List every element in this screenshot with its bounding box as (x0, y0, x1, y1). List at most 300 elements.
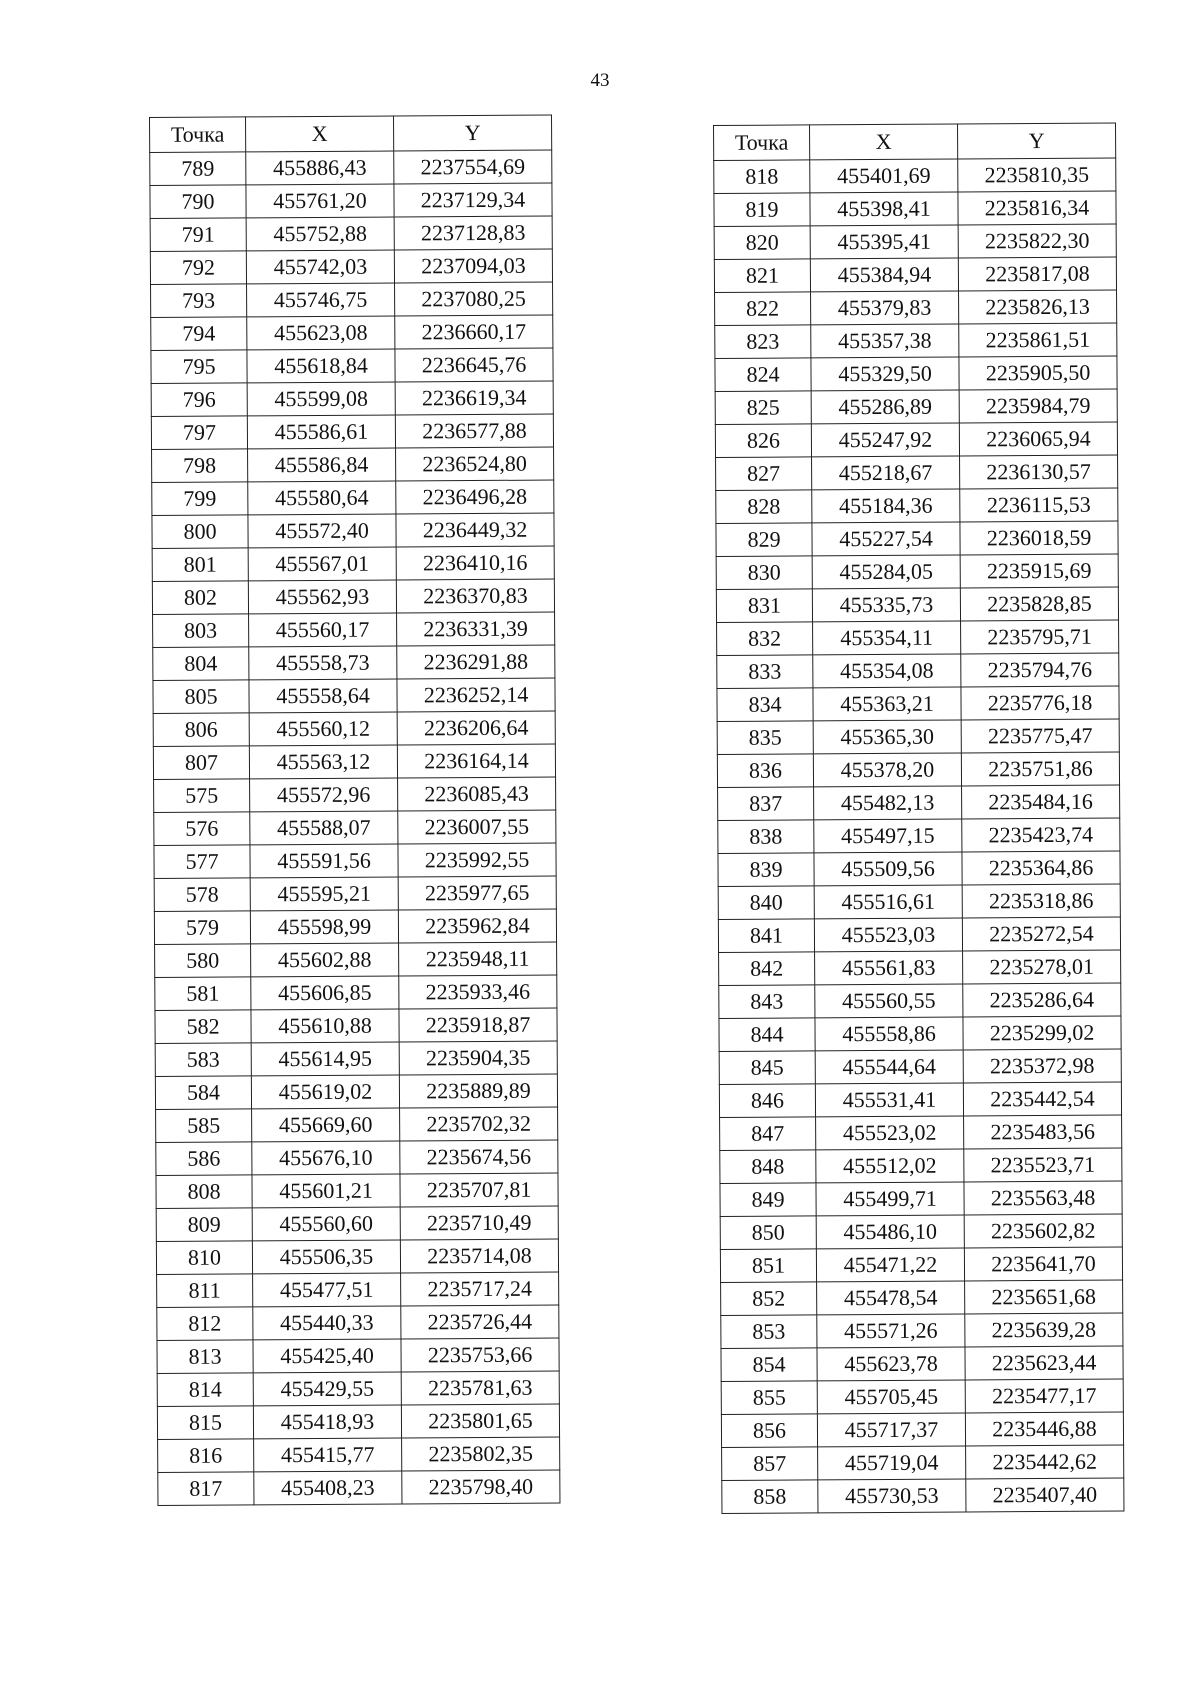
x-coordinate-cell: 455560,60 (252, 1207, 400, 1241)
table-row (715, 323, 1117, 358)
point-number-cell: 855 (721, 1381, 817, 1415)
x-coordinate-cell: 455562,93 (248, 580, 396, 614)
y-coordinate-cell: 2236291,88 (397, 645, 555, 679)
table-row (155, 975, 557, 1010)
point-number-cell: 842 (719, 952, 815, 986)
y-coordinate-cell: 2235442,62 (966, 1445, 1124, 1479)
y-coordinate-cell: 2235446,88 (965, 1412, 1123, 1446)
table-row (714, 224, 1116, 259)
y-coordinate-cell: 2235810,35 (958, 158, 1116, 192)
y-coordinate-cell: 2235992,55 (398, 843, 556, 877)
x-coordinate-cell: 455669,60 (252, 1108, 400, 1142)
y-coordinate-cell: 2235563,48 (964, 1181, 1122, 1215)
x-coordinate-cell: 455357,38 (811, 324, 959, 358)
point-number-cell: 814 (157, 1373, 253, 1407)
x-coordinate-cell: 455440,33 (253, 1306, 401, 1340)
point-number-cell: 852 (721, 1282, 817, 1316)
table-row (721, 1379, 1123, 1414)
y-coordinate-cell: 2235781,63 (401, 1371, 559, 1405)
point-number-cell: 794 (151, 317, 247, 351)
point-number-cell: 579 (154, 911, 250, 945)
table-row (719, 1082, 1121, 1117)
x-coordinate-cell: 455602,88 (251, 943, 399, 977)
table-row (153, 744, 555, 779)
x-coordinate-cell: 455563,12 (249, 745, 397, 779)
point-number-cell: 820 (714, 226, 810, 260)
y-coordinate-cell: 2235423,74 (962, 818, 1120, 852)
point-number-cell: 800 (152, 515, 248, 549)
x-coordinate-cell: 455482,13 (814, 786, 962, 820)
column-header-x: X (810, 124, 958, 160)
x-coordinate-cell: 455398,41 (810, 192, 958, 226)
table-row (153, 612, 555, 647)
point-number-cell: 850 (720, 1216, 816, 1250)
point-number-cell: 793 (151, 284, 247, 318)
y-coordinate-cell: 2235483,56 (964, 1115, 1122, 1149)
point-number-cell: 807 (153, 746, 249, 780)
x-coordinate-cell: 455580,64 (248, 481, 396, 515)
table-row (151, 348, 553, 383)
table-row (717, 752, 1119, 787)
x-coordinate-cell: 455531,41 (815, 1083, 963, 1117)
x-coordinate-cell: 455572,40 (248, 514, 396, 548)
y-coordinate-cell: 2235286,64 (963, 983, 1121, 1017)
y-coordinate-cell: 2235299,02 (963, 1016, 1121, 1050)
x-coordinate-cell: 455506,35 (252, 1240, 400, 1274)
y-coordinate-cell: 2235822,30 (958, 224, 1116, 258)
table-row (154, 876, 556, 911)
point-number-cell: 848 (720, 1150, 816, 1184)
y-coordinate-cell: 2236410,16 (396, 546, 554, 580)
x-coordinate-cell: 455761,20 (246, 184, 394, 218)
y-coordinate-cell: 2235641,70 (964, 1247, 1122, 1281)
table-row (154, 810, 556, 845)
table-header-row (714, 123, 1116, 160)
x-coordinate-cell: 455561,83 (815, 951, 963, 985)
x-coordinate-cell: 455705,45 (817, 1380, 965, 1414)
point-number-cell: 816 (158, 1439, 254, 1473)
point-number-cell: 839 (718, 853, 814, 887)
y-coordinate-cell: 2237554,69 (394, 150, 552, 184)
column-header-y: Y (393, 115, 551, 151)
x-coordinate-cell: 455523,02 (816, 1116, 964, 1150)
table-row (155, 1041, 557, 1076)
y-coordinate-cell: 2236130,57 (960, 455, 1118, 489)
point-number-cell: 798 (152, 449, 248, 483)
y-coordinate-cell: 2235674,56 (400, 1140, 558, 1174)
x-coordinate-cell: 455378,20 (813, 753, 961, 787)
point-number-cell: 802 (152, 581, 248, 615)
table-row (150, 216, 552, 251)
table-row (154, 909, 556, 944)
table-row (721, 1313, 1123, 1348)
table-row (718, 884, 1120, 919)
y-coordinate-cell: 2235828,85 (960, 587, 1118, 621)
point-number-cell: 831 (716, 589, 812, 623)
x-coordinate-cell: 455558,64 (249, 679, 397, 713)
y-coordinate-cell: 2235795,71 (961, 620, 1119, 654)
x-coordinate-cell: 455365,30 (813, 720, 961, 754)
x-coordinate-cell: 455599,08 (247, 382, 395, 416)
x-coordinate-cell: 455560,55 (815, 984, 963, 1018)
x-coordinate-cell: 455558,73 (249, 646, 397, 680)
point-number-cell: 840 (718, 886, 814, 920)
point-number-cell: 810 (156, 1241, 252, 1275)
x-coordinate-cell: 455623,08 (247, 316, 395, 350)
table-row (157, 1338, 559, 1373)
x-coordinate-cell: 455717,37 (817, 1413, 965, 1447)
table-row (716, 488, 1118, 523)
x-coordinate-cell: 455379,83 (811, 291, 959, 325)
point-number-cell: 818 (714, 160, 810, 194)
y-coordinate-cell: 2235710,49 (400, 1206, 558, 1240)
point-number-cell: 841 (718, 919, 814, 953)
point-number-cell: 844 (719, 1018, 815, 1052)
point-number-cell: 578 (154, 878, 250, 912)
y-coordinate-cell: 2235889,89 (399, 1074, 557, 1108)
point-number-cell: 849 (720, 1183, 816, 1217)
y-coordinate-cell: 2235714,08 (400, 1239, 558, 1273)
point-number-cell: 821 (714, 259, 810, 293)
x-coordinate-cell: 455730,53 (818, 1479, 966, 1513)
table-row (158, 1437, 560, 1472)
table-row (157, 1272, 559, 1307)
x-coordinate-cell: 455184,36 (812, 489, 960, 523)
x-coordinate-cell: 455471,22 (816, 1248, 964, 1282)
table-row (719, 1049, 1121, 1084)
x-coordinate-cell: 455509,56 (814, 852, 962, 886)
column-header-point: Точка (714, 125, 810, 161)
y-coordinate-cell: 2236085,43 (398, 777, 556, 811)
y-coordinate-cell: 2236619,34 (395, 381, 553, 415)
point-number-cell: 799 (152, 482, 248, 516)
point-number-cell: 581 (155, 977, 251, 1011)
x-coordinate-cell: 455588,07 (250, 811, 398, 845)
point-number-cell: 823 (715, 325, 811, 359)
point-number-cell: 803 (153, 614, 249, 648)
x-coordinate-cell: 455558,86 (815, 1017, 963, 1051)
table-row (720, 1115, 1122, 1150)
table-row (152, 447, 554, 482)
point-number-cell: 834 (717, 688, 813, 722)
x-coordinate-cell: 455425,40 (253, 1339, 401, 1373)
x-coordinate-cell: 455571,26 (817, 1314, 965, 1348)
x-coordinate-cell: 455512,02 (816, 1149, 964, 1183)
y-coordinate-cell: 2237129,34 (394, 183, 552, 217)
table-row (156, 1239, 558, 1274)
table-header-row (150, 115, 552, 152)
point-number-cell: 582 (155, 1010, 251, 1044)
table-row (157, 1305, 559, 1340)
y-coordinate-cell: 2235272,54 (962, 917, 1120, 951)
y-coordinate-cell: 2235407,40 (966, 1478, 1124, 1512)
x-coordinate-cell: 455478,54 (817, 1281, 965, 1315)
coordinates-table-left (149, 115, 560, 1506)
x-coordinate-cell: 455335,73 (812, 588, 960, 622)
point-number-cell: 815 (157, 1406, 253, 1440)
table-row (156, 1206, 558, 1241)
y-coordinate-cell: 2236065,94 (959, 422, 1117, 456)
table-row (153, 711, 555, 746)
table-row (715, 422, 1117, 457)
y-coordinate-cell: 2235602,82 (964, 1214, 1122, 1248)
y-coordinate-cell: 2235962,84 (398, 909, 556, 943)
point-number-cell: 795 (151, 350, 247, 384)
y-coordinate-cell: 2235623,44 (965, 1346, 1123, 1380)
table-row (152, 480, 554, 515)
table-row (721, 1280, 1123, 1315)
table-row (720, 1247, 1122, 1282)
y-coordinate-cell: 2235372,98 (963, 1049, 1121, 1083)
point-number-cell: 827 (716, 457, 812, 491)
y-coordinate-cell: 2235702,32 (400, 1107, 558, 1141)
y-coordinate-cell: 2237080,25 (395, 282, 553, 316)
x-coordinate-cell: 455676,10 (252, 1141, 400, 1175)
x-coordinate-cell: 455477,51 (253, 1273, 401, 1307)
y-coordinate-cell: 2237094,03 (394, 249, 552, 283)
table-row (719, 1016, 1121, 1051)
point-number-cell: 792 (150, 251, 246, 285)
x-coordinate-cell: 455586,61 (247, 415, 395, 449)
point-number-cell: 824 (715, 358, 811, 392)
y-coordinate-cell: 2235984,79 (959, 389, 1117, 423)
y-coordinate-cell: 2236252,14 (397, 678, 555, 712)
table-row (151, 315, 553, 350)
y-coordinate-cell: 2235726,44 (401, 1305, 559, 1339)
y-coordinate-cell: 2236370,83 (396, 579, 554, 613)
y-coordinate-cell: 2235826,13 (959, 290, 1117, 324)
point-number-cell: 837 (718, 787, 814, 821)
x-coordinate-cell: 455746,75 (247, 283, 395, 317)
y-coordinate-cell: 2236449,32 (396, 513, 554, 547)
point-number-cell: 791 (150, 218, 246, 252)
y-coordinate-cell: 2236206,64 (397, 711, 555, 745)
point-number-cell: 857 (722, 1447, 818, 1481)
x-coordinate-cell: 455544,64 (815, 1050, 963, 1084)
point-number-cell: 576 (154, 812, 250, 846)
x-coordinate-cell: 455610,88 (251, 1009, 399, 1043)
y-coordinate-cell: 2235318,86 (962, 884, 1120, 918)
x-coordinate-cell: 455606,85 (251, 976, 399, 1010)
y-coordinate-cell: 2235651,68 (965, 1280, 1123, 1314)
x-coordinate-cell: 455719,04 (818, 1446, 966, 1480)
point-number-cell: 806 (153, 713, 249, 747)
y-coordinate-cell: 2235918,87 (399, 1008, 557, 1042)
point-number-cell: 801 (152, 548, 248, 582)
point-number-cell: 825 (715, 391, 811, 425)
y-coordinate-cell: 2236496,28 (396, 480, 554, 514)
y-coordinate-cell: 2235948,11 (399, 942, 557, 976)
x-coordinate-cell: 455619,02 (251, 1075, 399, 1109)
table-row (720, 1214, 1122, 1249)
point-number-cell: 809 (156, 1208, 252, 1242)
x-coordinate-cell: 455618,84 (247, 349, 395, 383)
table-row (154, 777, 556, 812)
column-header-y: Y (957, 123, 1115, 159)
table-row (721, 1412, 1123, 1447)
table-row (718, 785, 1120, 820)
point-number-cell: 805 (153, 680, 249, 714)
point-number-cell: 845 (719, 1051, 815, 1085)
x-coordinate-cell: 455560,17 (249, 613, 397, 647)
table-row (717, 620, 1119, 655)
table-row (153, 678, 555, 713)
x-coordinate-cell: 455598,99 (250, 910, 398, 944)
y-coordinate-cell: 2236524,80 (396, 447, 554, 481)
table-row (714, 191, 1116, 226)
table-row (156, 1173, 558, 1208)
x-coordinate-cell: 455354,08 (813, 654, 961, 688)
point-number-cell: 830 (716, 556, 812, 590)
x-coordinate-cell: 455886,43 (246, 151, 394, 185)
table-row (156, 1107, 558, 1142)
point-number-cell: 585 (156, 1109, 252, 1143)
table-row (717, 719, 1119, 754)
table-row (722, 1445, 1124, 1480)
table-row (716, 587, 1118, 622)
table-row (154, 843, 556, 878)
table-row (720, 1148, 1122, 1183)
x-coordinate-cell: 455572,96 (250, 778, 398, 812)
column-header-point: Точка (150, 117, 246, 153)
y-coordinate-cell: 2235717,24 (401, 1272, 559, 1306)
x-coordinate-cell: 455218,67 (812, 456, 960, 490)
point-number-cell: 797 (151, 416, 247, 450)
x-coordinate-cell: 455567,01 (248, 547, 396, 581)
table-row (150, 150, 552, 185)
table-row (716, 521, 1118, 556)
y-coordinate-cell: 2235861,51 (959, 323, 1117, 357)
x-coordinate-cell: 455429,55 (253, 1372, 401, 1406)
table-row (720, 1181, 1122, 1216)
table-row (155, 942, 557, 977)
table-row (716, 455, 1118, 490)
y-coordinate-cell: 2236577,88 (395, 414, 553, 448)
table-row (150, 183, 552, 218)
y-coordinate-cell: 2236018,59 (960, 521, 1118, 555)
y-coordinate-cell: 2235484,16 (962, 785, 1120, 819)
point-number-cell: 835 (717, 721, 813, 755)
x-coordinate-cell: 455354,11 (813, 621, 961, 655)
column-header-x: X (246, 116, 394, 152)
point-number-cell: 817 (158, 1472, 254, 1506)
point-number-cell: 790 (150, 185, 246, 219)
coordinates-table-right (713, 123, 1124, 1514)
point-number-cell: 847 (720, 1117, 816, 1151)
y-coordinate-cell: 2235816,34 (958, 191, 1116, 225)
x-coordinate-cell: 455601,21 (252, 1174, 400, 1208)
y-coordinate-cell: 2236645,76 (395, 348, 553, 382)
y-coordinate-cell: 2235776,18 (961, 686, 1119, 720)
y-coordinate-cell: 2235794,76 (961, 653, 1119, 687)
x-coordinate-cell: 455623,78 (817, 1347, 965, 1381)
x-coordinate-cell: 455752,88 (246, 217, 394, 251)
point-number-cell: 854 (721, 1348, 817, 1382)
x-coordinate-cell: 455497,15 (814, 819, 962, 853)
x-coordinate-cell: 455614,95 (251, 1042, 399, 1076)
table-row (719, 983, 1121, 1018)
point-number-cell: 838 (718, 820, 814, 854)
point-number-cell: 583 (155, 1043, 251, 1077)
x-coordinate-cell: 455486,10 (816, 1215, 964, 1249)
table-row (157, 1371, 559, 1406)
point-number-cell: 575 (154, 779, 250, 813)
x-coordinate-cell: 455516,61 (814, 885, 962, 919)
y-coordinate-cell: 2235364,86 (962, 851, 1120, 885)
point-number-cell: 586 (156, 1142, 252, 1176)
table-row (156, 1140, 558, 1175)
y-coordinate-cell: 2235904,35 (399, 1041, 557, 1075)
x-coordinate-cell: 455247,92 (811, 423, 959, 457)
x-coordinate-cell: 455560,12 (249, 712, 397, 746)
table-row (151, 414, 553, 449)
y-coordinate-cell: 2235933,46 (399, 975, 557, 1009)
point-number-cell: 822 (715, 292, 811, 326)
table-row (714, 158, 1116, 193)
point-number-cell: 577 (154, 845, 250, 879)
point-number-cell: 826 (715, 424, 811, 458)
table-row (157, 1404, 559, 1439)
x-coordinate-cell: 455227,54 (812, 522, 960, 556)
x-coordinate-cell: 455591,56 (250, 844, 398, 878)
x-coordinate-cell: 455395,41 (810, 225, 958, 259)
x-coordinate-cell: 455363,21 (813, 687, 961, 721)
table-row (151, 282, 553, 317)
y-coordinate-cell: 2235278,01 (963, 950, 1121, 984)
x-coordinate-cell: 455284,05 (812, 555, 960, 589)
table-row (716, 554, 1118, 589)
table-row (155, 1074, 557, 1109)
point-number-cell: 829 (716, 523, 812, 557)
y-coordinate-cell: 2235817,08 (958, 257, 1116, 291)
point-number-cell: 804 (153, 647, 249, 681)
point-number-cell: 808 (156, 1175, 252, 1209)
point-number-cell: 832 (717, 622, 813, 656)
point-number-cell: 836 (717, 754, 813, 788)
table-row (151, 381, 553, 416)
point-number-cell: 789 (150, 152, 246, 186)
table-row (153, 645, 555, 680)
table-row (155, 1008, 557, 1043)
point-number-cell: 858 (722, 1480, 818, 1514)
x-coordinate-cell: 455523,03 (814, 918, 962, 952)
table-row (717, 653, 1119, 688)
point-number-cell: 853 (721, 1315, 817, 1349)
y-coordinate-cell: 2235798,40 (402, 1470, 560, 1504)
y-coordinate-cell: 2235801,65 (401, 1404, 559, 1438)
y-coordinate-cell: 2236007,55 (398, 810, 556, 844)
table-row (152, 579, 554, 614)
point-number-cell: 843 (719, 985, 815, 1019)
point-number-cell: 796 (151, 383, 247, 417)
point-number-cell: 851 (720, 1249, 816, 1283)
point-number-cell: 856 (721, 1414, 817, 1448)
y-coordinate-cell: 2237128,83 (394, 216, 552, 250)
y-coordinate-cell: 2235751,86 (961, 752, 1119, 786)
x-coordinate-cell: 455499,71 (816, 1182, 964, 1216)
y-coordinate-cell: 2235523,71 (964, 1148, 1122, 1182)
y-coordinate-cell: 2235442,54 (963, 1082, 1121, 1116)
table-row (152, 513, 554, 548)
page-number: 43 (590, 70, 610, 91)
table-row (718, 851, 1120, 886)
y-coordinate-cell: 2235753,66 (401, 1338, 559, 1372)
table-row (721, 1346, 1123, 1381)
table-row (715, 290, 1117, 325)
point-number-cell: 846 (719, 1084, 815, 1118)
point-number-cell: 828 (716, 490, 812, 524)
y-coordinate-cell: 2236164,14 (397, 744, 555, 778)
